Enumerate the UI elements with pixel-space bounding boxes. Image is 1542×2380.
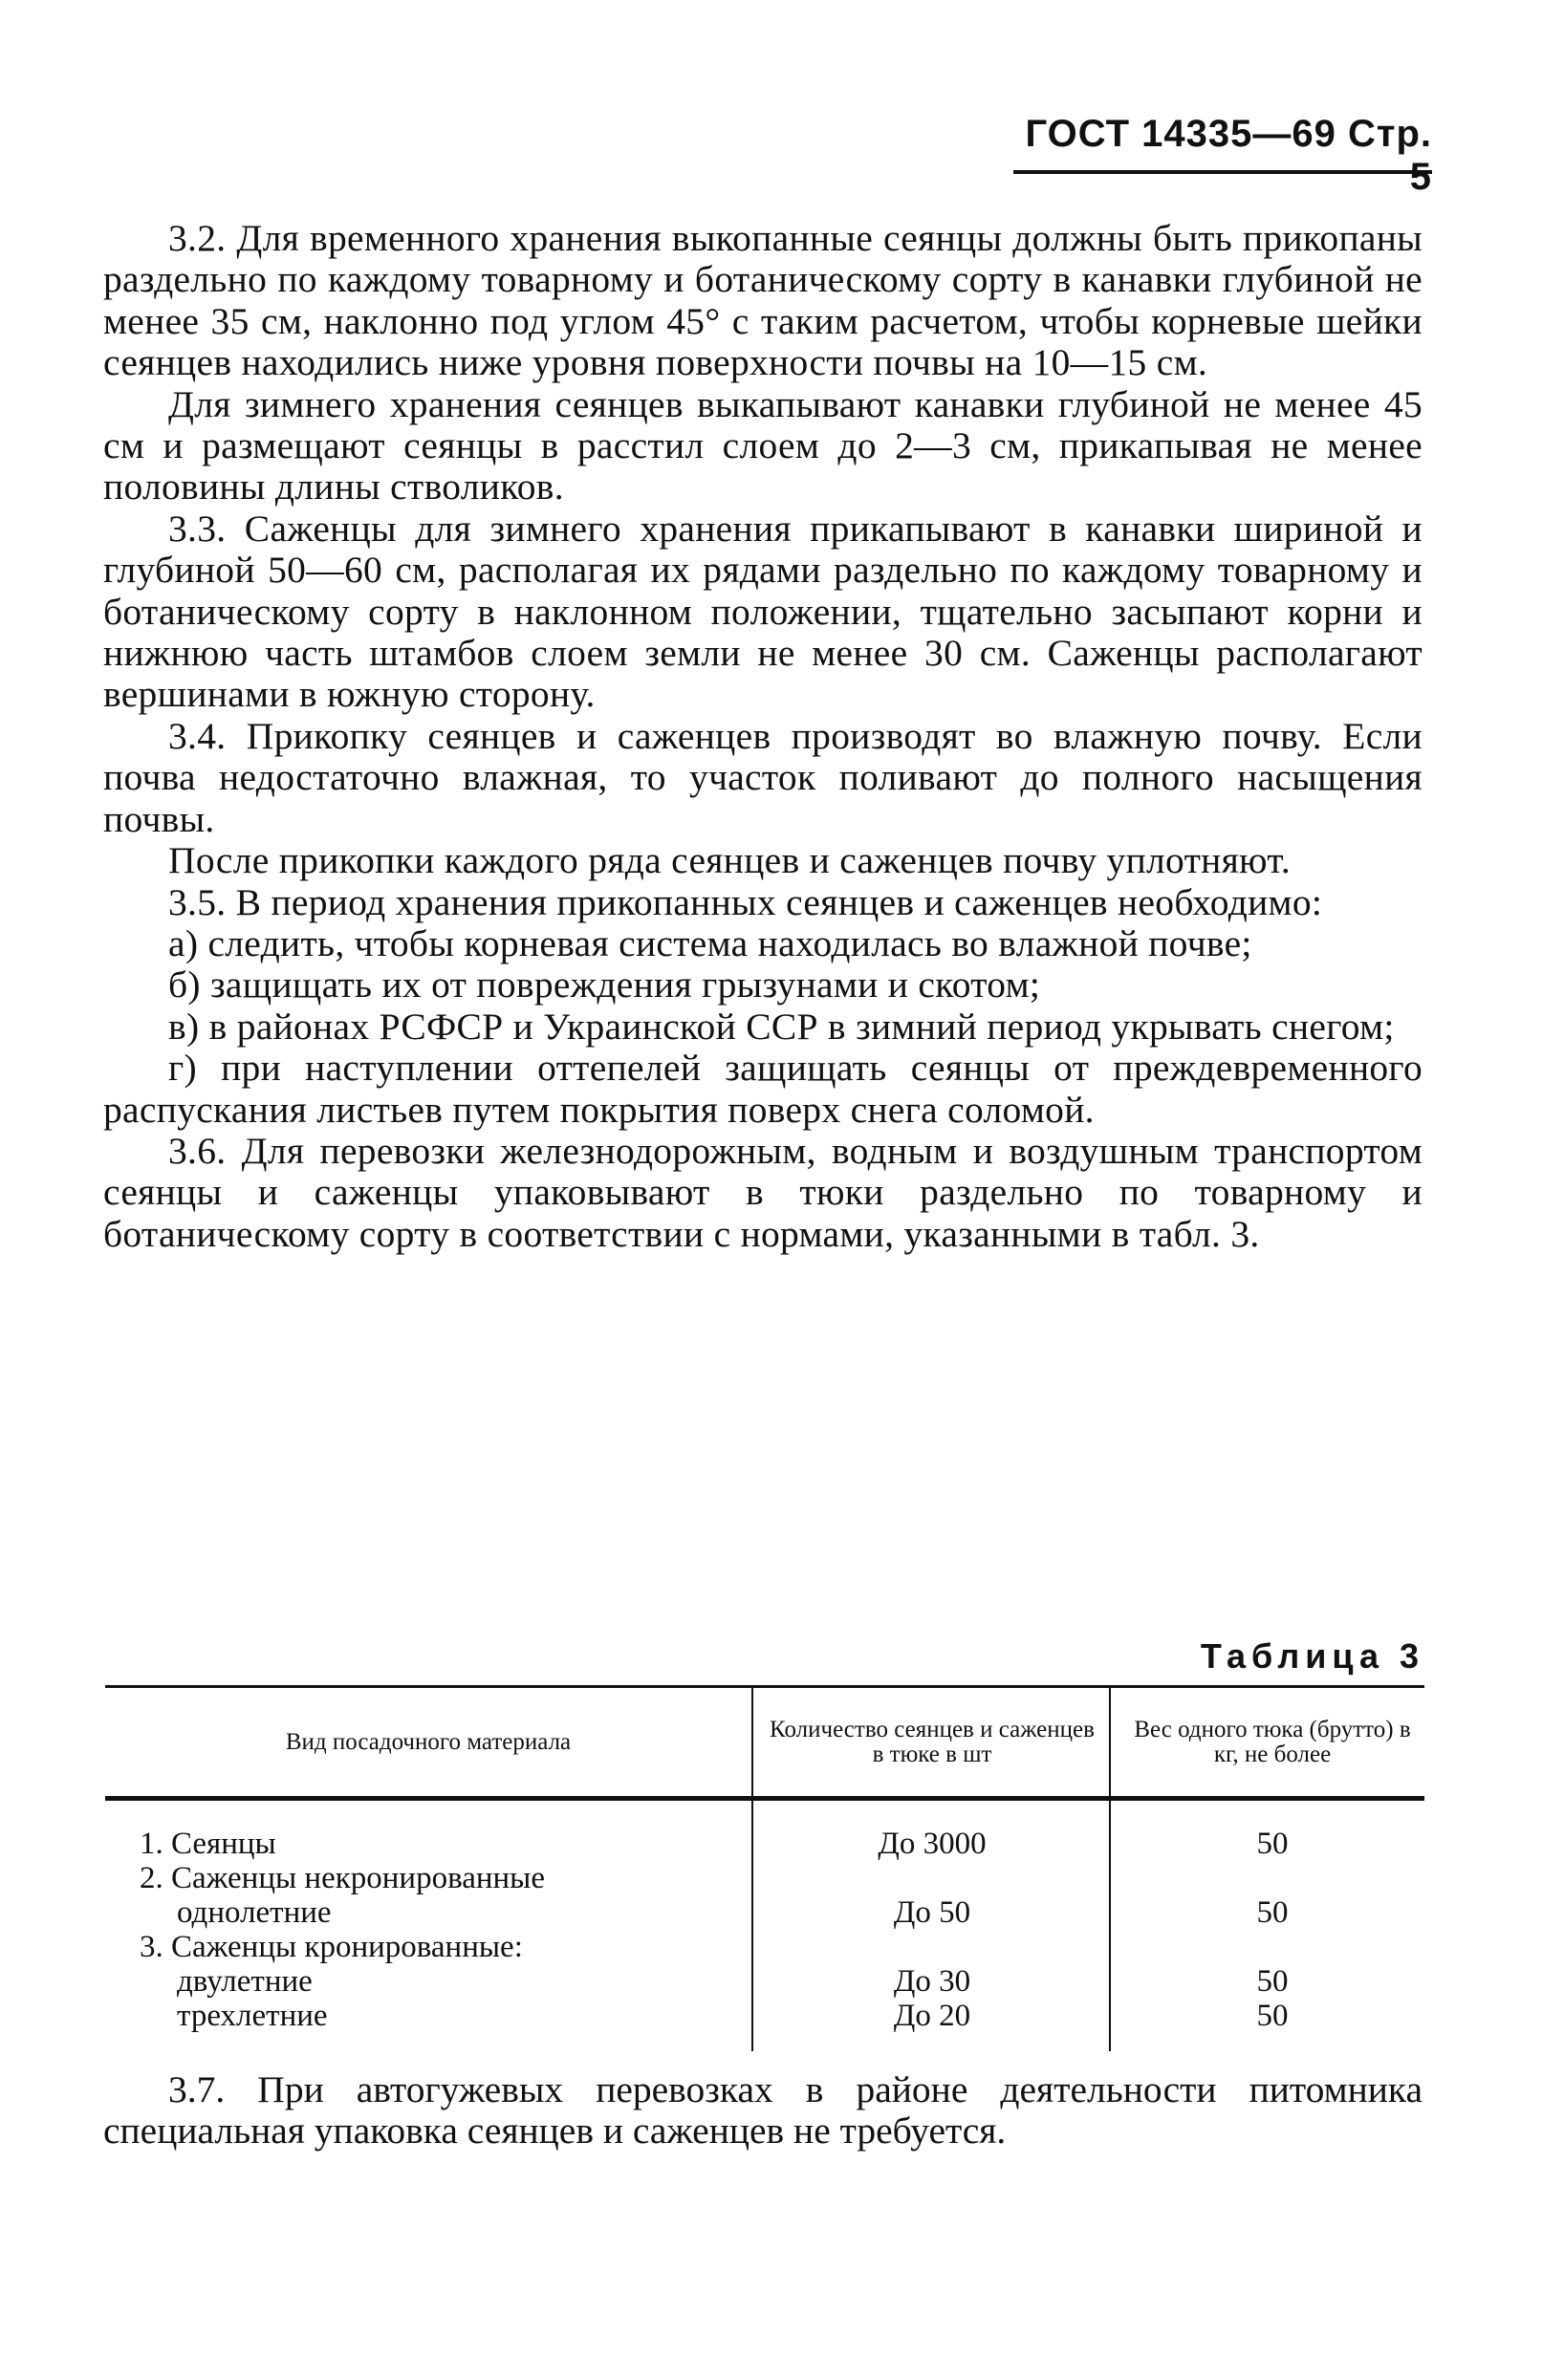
table-row-name: однолетние bbox=[177, 1895, 332, 1930]
table-row-name: двулетние bbox=[177, 1964, 313, 1999]
table-header-rule bbox=[105, 1796, 1424, 1801]
table-row-qty: До 3000 bbox=[878, 1827, 987, 1861]
table-row-weight: 50 bbox=[1256, 1827, 1289, 1861]
header-weight: Вес одного тюка (брутто) в кг, не более bbox=[1134, 1717, 1411, 1767]
table-row-qty: До 50 bbox=[893, 1895, 971, 1930]
table-row-name: 2. Саженцы некронированные bbox=[140, 1861, 546, 1895]
table-row-weight: 50 bbox=[1256, 1895, 1289, 1930]
paragraph-3-6: 3.6. Для перевозки железнодорожным, водным и воздушным транспортом сеянцы и саженцы упаковывают в тюки раздельно по товарному и ботаническому сорту в соответствии с нормами, указанными в табл. 3. bbox=[103, 1129, 1423, 1255]
list-item-a: а) следить, чтобы корневая система находилась во влажной почве; bbox=[168, 921, 1252, 964]
paragraph-3-5: 3.5. В период хранения прикопанных сеянцев и саженцев необходимо: bbox=[168, 880, 1323, 923]
main-text bbox=[103, 218, 1423, 1255]
header-material: Вид посадочного материала bbox=[285, 1729, 572, 1755]
list-item-g: г) при наступлении оттепелей защищать сеянцы от преждевременного распускания листьев путем покрытия поверх снега соломой. bbox=[103, 1047, 1423, 1131]
table-3 bbox=[105, 1685, 1424, 2051]
closing-text bbox=[103, 2069, 1423, 2153]
table-top-rule bbox=[105, 1685, 1424, 1688]
table-row-qty: До 20 bbox=[893, 1999, 971, 2033]
page-header: ГОСТ 14335—69 Стр. 5 bbox=[1013, 113, 1432, 174]
table-divider-2 bbox=[1109, 1685, 1111, 2051]
paragraph-3-4: 3.4. Прикопку сеянцев и саженцев производят во влажную почву. Если почва недостаточно влажная, то участок поливают до полного насыщения почвы. bbox=[103, 714, 1423, 840]
list-item-v: в) в районах РСФСР и Украинской ССР в зимний период укрывать снегом; bbox=[168, 1005, 1395, 1048]
paragraph-winter-storage: Для зимнего хранения сеянцев выкапывают канавки глубиной не менее 45 см и размещают сеянцы в расстил слоем до 2—3 см, прикапывая не менее половины длины стволиков. bbox=[103, 382, 1423, 508]
table-divider-1 bbox=[751, 1685, 753, 2051]
list-item-b: б) защищать их от повреждения грызунами и скотом; bbox=[168, 963, 1041, 1006]
table-row-weight: 50 bbox=[1256, 1964, 1289, 1999]
table-row-name: трехлетние bbox=[177, 1999, 328, 2033]
header-quantity: Количество сеянцев и саженцев в тюке в шт bbox=[770, 1717, 1095, 1767]
paragraph-3-7: 3.7. При автогужевых перевозках в районе деятельности питомника специальная упаковка сеянцев и саженцев не требуется. bbox=[103, 2068, 1423, 2153]
paragraph-compacting: После прикопки каждого ряда сеянцев и саженцев почву уплотняют. bbox=[168, 839, 1292, 882]
paragraph-3-3: 3.3. Саженцы для зимнего хранения прикапывают в канавки шириной и глубиной 50—60 см, располагая их рядами раздельно по каждому товарному и ботаническому сорту в наклонном положении, тщательно засыпают корни и нижнюю часть штамбов слоем земли не менее 30 см. Саженцы располагают вершинами в южную сторону. bbox=[103, 507, 1423, 716]
table-row-name: 1. Сеянцы bbox=[140, 1827, 276, 1861]
table-row-weight: 50 bbox=[1256, 1999, 1289, 2033]
table-caption: Таблица 3 bbox=[1200, 1636, 1424, 1676]
table-row-qty: До 30 bbox=[893, 1964, 971, 1999]
table-row-name: 3. Саженцы кронированные: bbox=[140, 1930, 523, 1964]
paragraph-3-2: 3.2. Для временного хранения выкопанные сеянцы должны быть прикопаны раздельно по каждому товарному и ботаническому сорту в канавки глубиной не менее 35 см, наклонно под углом 45° с таким расчетом, чтобы корневые шейки сеянцев находились ниже уровня поверхности почвы на 10—15 см. bbox=[103, 217, 1423, 384]
